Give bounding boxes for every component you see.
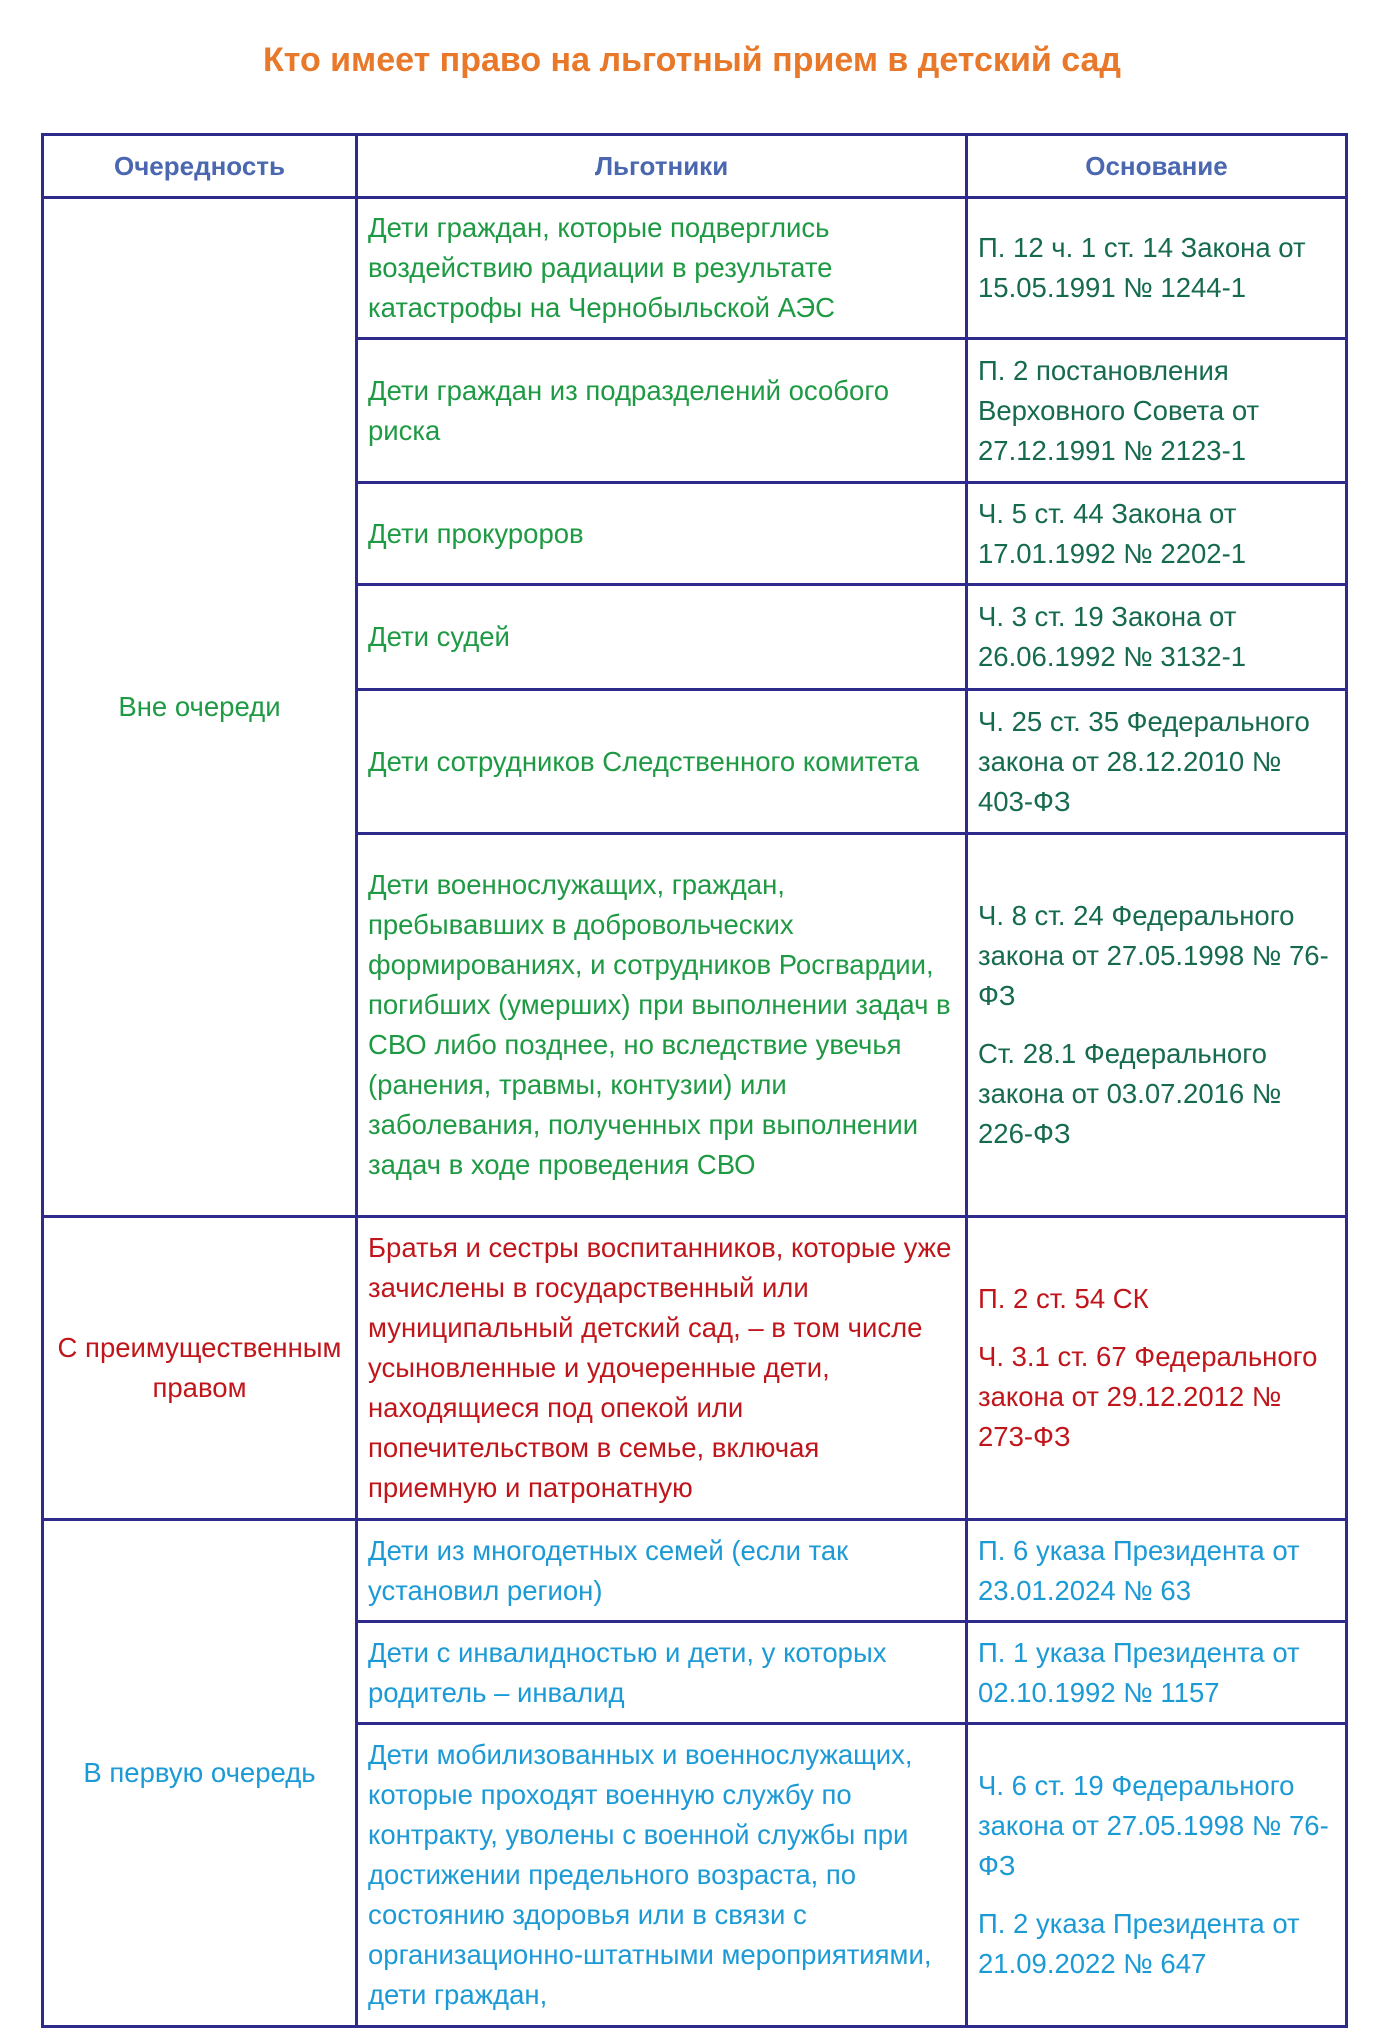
basis-ref: Ст. 28.1 Федерального закона от 03.07.2016 № 226-ФЗ [978, 1038, 1282, 1149]
basis-ref: П. 2 постановления Верховного Совета от 27.12.1991 № 2123-1 [978, 354, 1260, 466]
page-title: Кто имеет право на льготный прием в детский сад [262, 41, 1122, 79]
group-label-first-priority: В первую очередь [43, 1520, 357, 2027]
beneficiary-cell: Дети судей [357, 585, 967, 690]
beneficiary-cell: Братья и сестры воспитанников, которые уже зачислены в государственный или муниципальный детский сад, – в том числе усыновленные и удочеренные дети, находящиеся под опекой или попечительством в семье, включая приемную и патронатную [357, 1217, 967, 1520]
basis-cell [967, 1622, 1347, 1724]
beneficiary-cell: Дети из многодетных семей (если так установил регион) [357, 1520, 967, 1622]
table-row [43, 1217, 1347, 1520]
beneficiary-cell: Дети сотрудников Следственного комитета [357, 690, 967, 834]
basis-ref: Ч. 25 ст. 35 Федерального закона от 28.12.2010 № 403-ФЗ [978, 705, 1310, 817]
column-header-basis: Основание [967, 135, 1347, 198]
basis-cell [967, 483, 1347, 585]
table-row [43, 1520, 1347, 1622]
basis-ref: П. 6 указа Президента от 23.01.2024 № 63 [978, 1534, 1300, 1606]
basis-ref: П. 2 ст. 54 СК [978, 1283, 1149, 1314]
basis-ref: Ч. 8 ст. 24 Федерального закона от 27.05.1998 № 76-ФЗ [978, 900, 1329, 1011]
beneficiary-cell: Дети военнослужащих, граждан, пребывавших в добровольческих формированиях, и сотрудников Росгвардии, погибших (умерших) при выполнении задач в СВО либо позднее, но вследствие увечья (ранения, травмы, контузии) или заболевания, полученных при выполнении задач в ходе проведения СВО [357, 834, 967, 1217]
basis-ref: П. 2 указа Президента от 21.09.2022 № 647 [978, 1908, 1300, 1979]
table-header-row [43, 135, 1347, 198]
basis-cell [967, 690, 1347, 834]
beneficiary-cell: Дети граждан, которые подверглись воздействию радиации в результате катастрофы на Чернобыльской АЭС [357, 198, 967, 339]
basis-cell [967, 1724, 1347, 2027]
basis-ref: Ч. 6 ст. 19 Федерального закона от 27.05.1998 № 76-ФЗ [978, 1770, 1329, 1881]
basis-ref: Ч. 5 ст. 44 Закона от 17.01.1992 № 2202-1 [978, 497, 1247, 569]
column-header-order: Очередность [43, 135, 357, 198]
beneficiary-cell: Дети мобилизованных и военнослужащих, которые проходят военную службу по контракту, уволены с военной службы при достижении предельного возраста, по состоянию здоровья или в связи с организационно-штатными мероприятиями, дети граждан, [357, 1724, 967, 2027]
basis-ref: Ч. 3 ст. 19 Закона от 26.06.1992 № 3132-1 [978, 601, 1247, 672]
basis-cell [967, 834, 1347, 1217]
basis-cell [967, 1520, 1347, 1622]
basis-cell [967, 1217, 1347, 1520]
group-label-out-of-turn: Вне очереди [43, 198, 357, 1217]
basis-cell [967, 198, 1347, 339]
beneficiary-cell: Дети с инвалидностью и дети, у которых родитель – инвалид [357, 1622, 967, 1724]
beneficiary-cell: Дети граждан из подразделений особого риска [357, 339, 967, 483]
group-label-priority-right: С преимущественным правом [43, 1217, 357, 1520]
basis-ref: П. 12 ч. 1 ст. 14 Закона от 15.05.1991 № 1244-1 [978, 232, 1306, 303]
table-row [43, 198, 1347, 339]
basis-ref: Ч. 3.1 ст. 67 Федерального закона от 29.12.2012 № 273-ФЗ [978, 1341, 1318, 1452]
beneficiary-cell: Дети прокуроров [357, 483, 967, 585]
benefits-table [41, 133, 1348, 2028]
column-header-beneficiaries: Льготники [357, 135, 967, 198]
basis-cell [967, 339, 1347, 483]
basis-ref: П. 1 указа Президента от 02.10.1992 № 1157 [978, 1636, 1300, 1708]
basis-cell [967, 585, 1347, 690]
